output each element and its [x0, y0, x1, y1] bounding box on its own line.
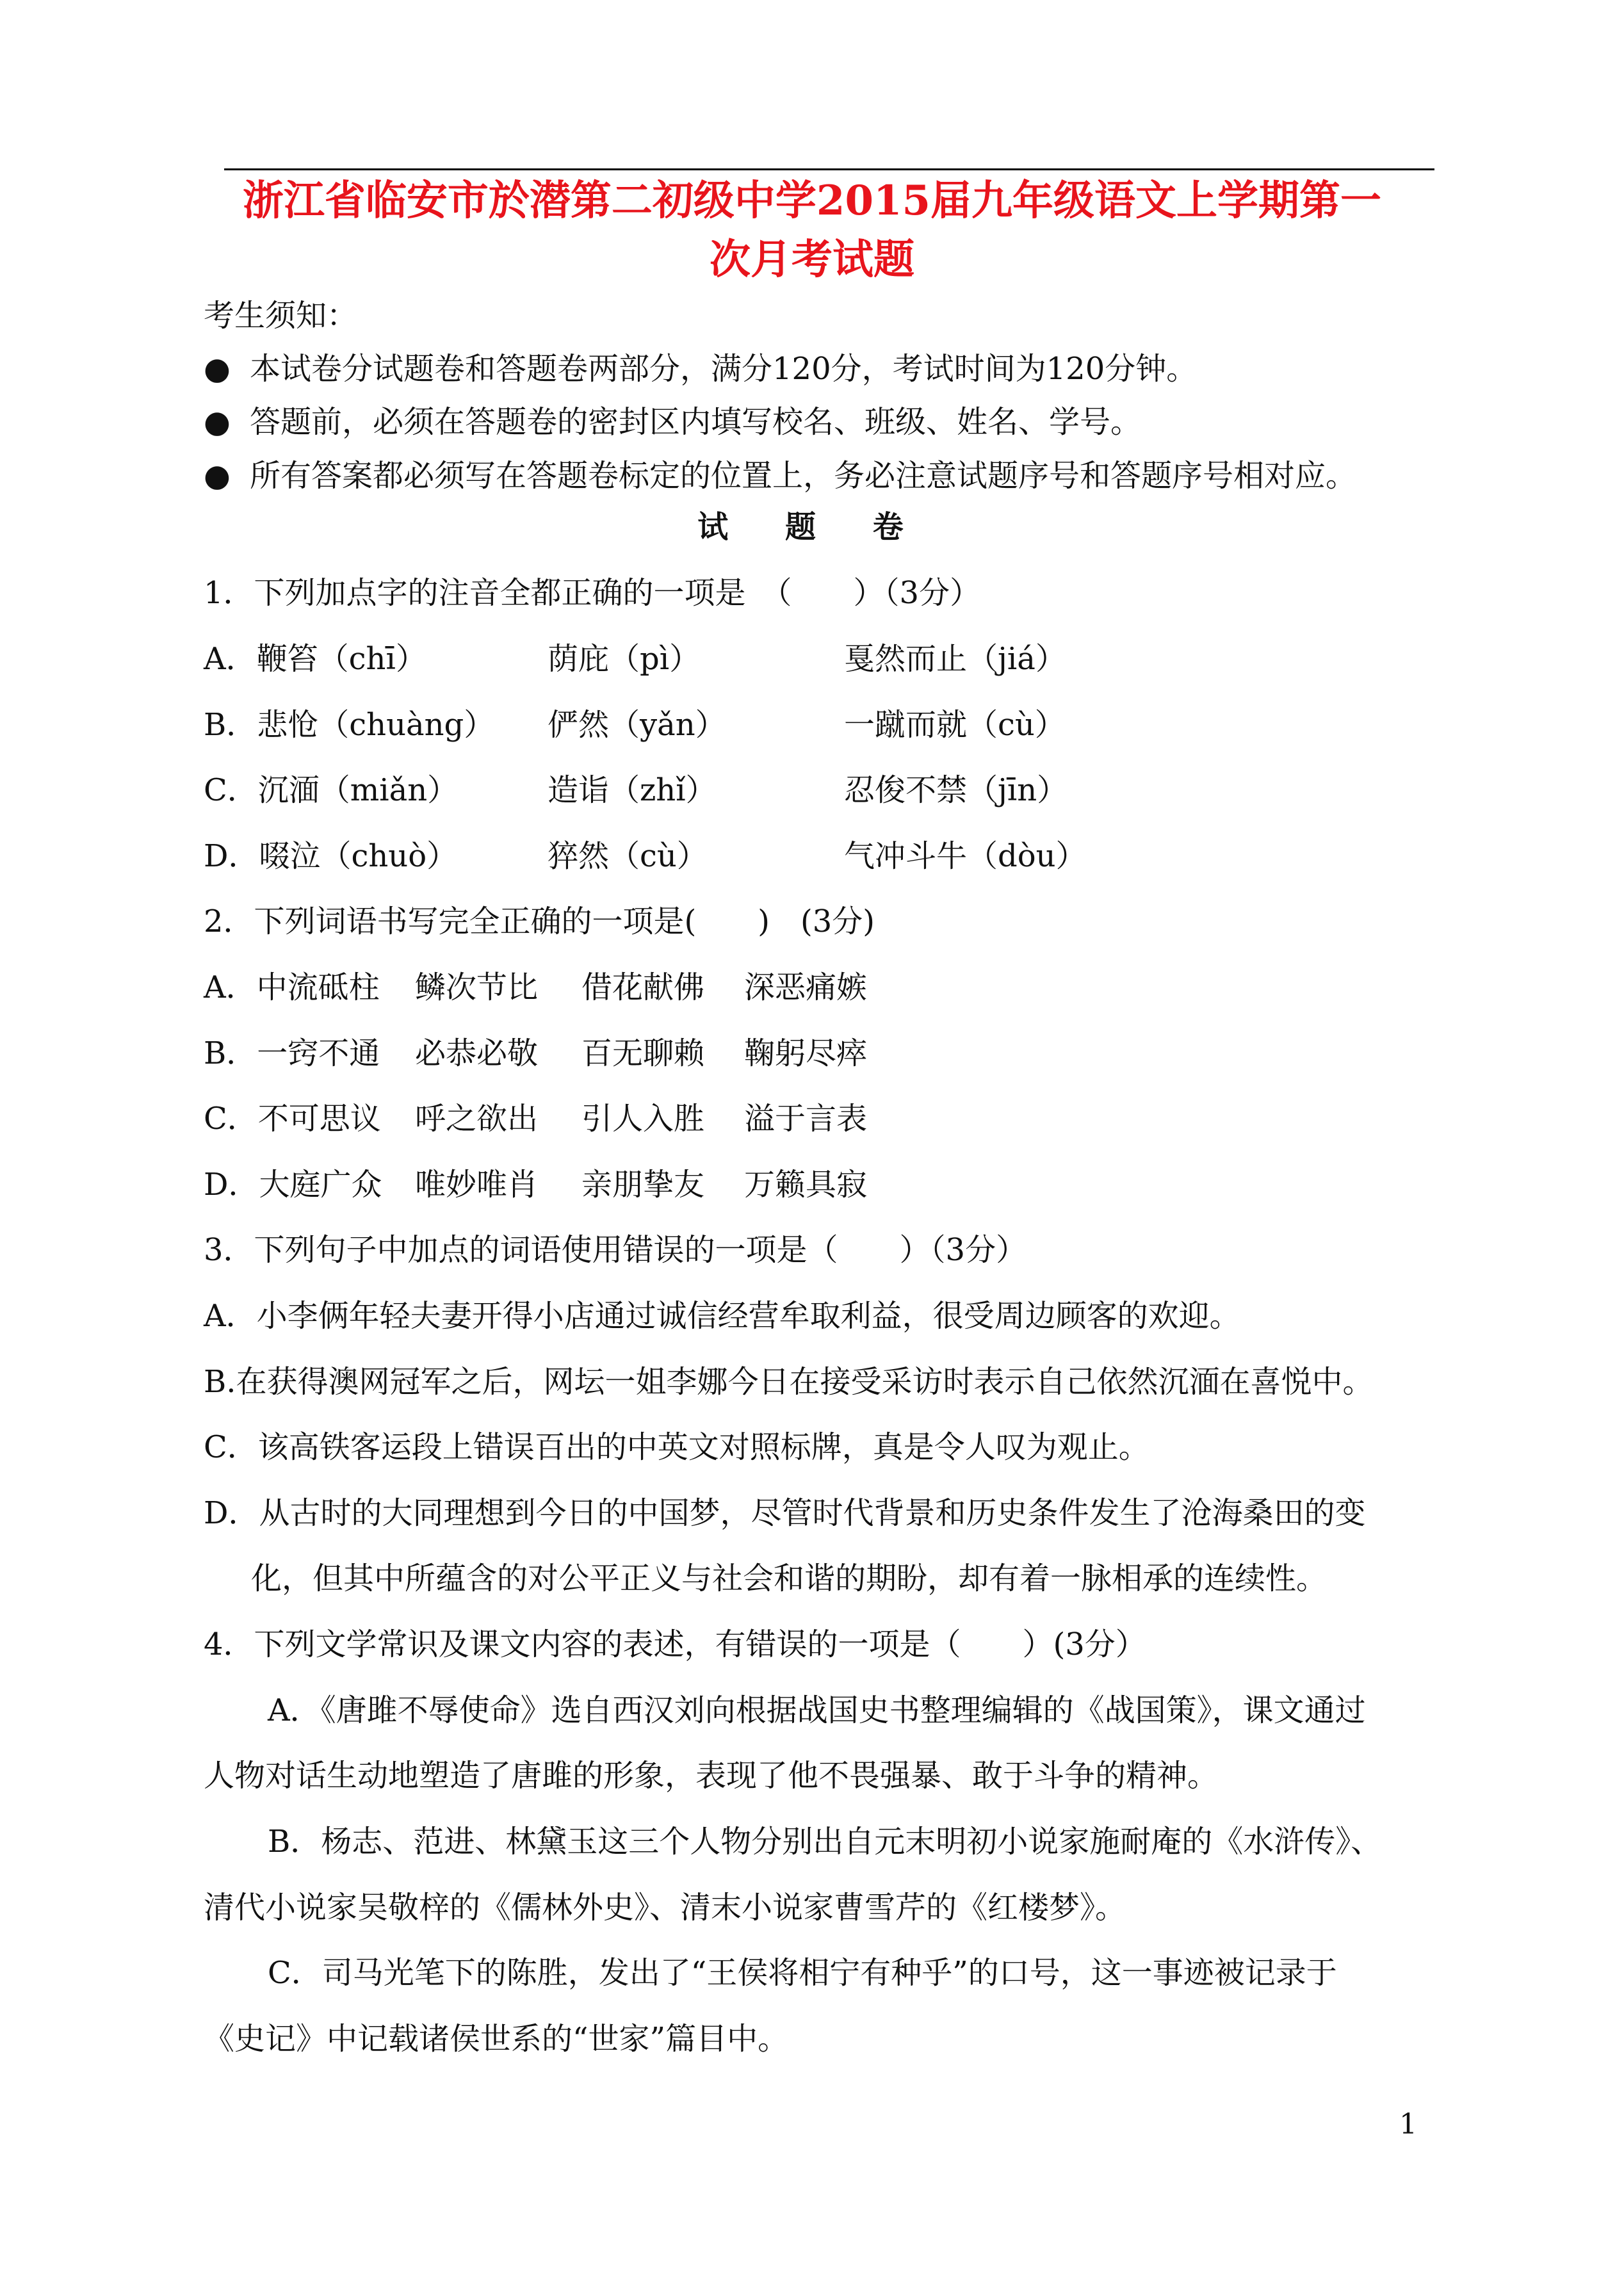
q2-option-a-3: 借花献佛: [581, 969, 705, 1005]
q1-option-b-1: B．悲怆（chuàng）: [204, 707, 495, 743]
q2-stem: 2．下列词语书写完全正确的一项是( ) (3分): [204, 904, 875, 939]
q2-option-c-3: 引人入胜: [581, 1101, 705, 1137]
q2-option-b-3: 百无聊赖: [581, 1035, 705, 1071]
q1-option-b-2: 俨然（yǎn）: [548, 707, 726, 743]
bullet-icon: ●: [204, 458, 231, 494]
bullet-icon: ●: [204, 351, 231, 387]
q4-option-a-line-1: A．《唐雎不辱使命》选自西汉刘向根据战国史书整理编辑的《战国策》，课文通过: [268, 1692, 1366, 1728]
q3-option-d-line-2: 化，但其中所蕴含的对公平正义与社会和谐的期盼，却有着一脉相承的连续性。: [251, 1561, 1328, 1596]
q1-stem: 1．下列加点字的注音全都正确的一项是 （ ）（3分）: [204, 575, 981, 611]
q4-option-a-line-2: 人物对话生动地塑造了唐雎的形象，表现了他不畏强暴、敢于斗争的精神。: [204, 1758, 1219, 1794]
q4-stem: 4．下列文学常识及课文内容的表述，有错误的一项是（ ）(3分）: [204, 1626, 1146, 1662]
exam-title-line-1: 浙江省临安市於潜第二初级中学2015届九年级语文上学期第一: [242, 177, 1382, 225]
q2-option-c-4: 溢于言表: [744, 1101, 868, 1137]
q4-option-c-line-2: 《史记》中记载诸侯世系的“世家”篇目中。: [204, 2021, 789, 2057]
q1-option-a-3: 戛然而止（jiá）: [844, 641, 1066, 677]
q2-option-c-1: C．不可思议: [204, 1101, 381, 1137]
q3-option-c: C．该高铁客运段上错误百出的中英文对照标牌，真是令人叹为观止。: [204, 1429, 1149, 1465]
section-title: 试 题 卷: [697, 509, 927, 545]
q2-option-d-3: 亲朋挚友: [581, 1167, 705, 1203]
q1-option-c-2: 造诣（zhǐ）: [548, 772, 717, 808]
q4-option-b-line-1: B．杨志、范进、林黛玉这三个人物分别出自元末明初小说家施耐庵的《水浒传》、: [268, 1824, 1382, 1860]
exam-title-line-2: 次月考试题: [710, 236, 914, 284]
q1-option-d-2: 猝然（cù）: [548, 838, 708, 874]
notice-item-1: ● 本试卷分试题卷和答题卷两部分，满分120分，考试时间为120分钟。: [204, 351, 1198, 387]
q1-option-d-3: 气冲斗牛（dòu）: [844, 838, 1087, 874]
q2-option-a-1: A．中流砥柱: [204, 969, 380, 1005]
notice-item-2: ● 答题前，必须在答题卷的密封区内填写校名、班级、姓名、学号。: [204, 404, 1142, 440]
q4-option-b-line-2: 清代小说家吴敬梓的《儒林外史》、清末小说家曹雪芹的《红楼梦》。: [204, 1890, 1126, 1926]
q3-option-d-line-1: D．从古时的大同理想到今日的中国梦，尽管时代背景和历史条件发生了沧海桑田的变: [204, 1495, 1366, 1531]
bullet-icon: ●: [204, 404, 231, 440]
q1-option-c-1: C．沉湎（miǎn）: [204, 772, 459, 808]
q3-stem: 3．下列句子中加点的词语使用错误的一项是（ ）（3分）: [204, 1232, 1027, 1268]
q2-option-d-4: 万籁具寂: [744, 1167, 868, 1203]
q2-option-a-2: 鳞次节比: [415, 969, 539, 1005]
q2-option-b-1: B．一窍不通: [204, 1035, 380, 1071]
q3-option-b: B.在获得澳网冠军之后，网坛一姐李娜今日在接受采访时表示自己依然沉湎在喜悦中。: [204, 1364, 1374, 1400]
q2-option-d-1: D．大庭广众: [204, 1167, 382, 1203]
q2-option-b-4: 鞠躬尽瘁: [744, 1035, 868, 1071]
notice-item-3: ● 所有答案都必须写在答题卷标定的位置上，务必注意试题序号和答题序号相对应。: [204, 458, 1357, 494]
q2-option-c-2: 呼之欲出: [415, 1101, 539, 1137]
q1-option-a-2: 荫庇（pì）: [548, 641, 701, 677]
q1-option-b-3: 一蹴而就（cù）: [844, 707, 1066, 743]
page-number: 1: [1399, 2108, 1417, 2141]
q1-option-a-1: A．鞭笞（chī）: [204, 641, 426, 677]
q1-option-c-3: 忍俊不禁（jīn）: [844, 772, 1068, 808]
q1-option-d-1: D．啜泣（chuò）: [204, 838, 458, 874]
q3-option-a: A．小李俩年轻夫妻开得小店通过诚信经营牟取利益，很受周边顾客的欢迎。: [204, 1298, 1240, 1334]
notice-heading: 考生须知：: [204, 298, 358, 334]
q2-option-a-4: 深恶痛嫉: [744, 969, 868, 1005]
q2-option-d-2: 唯妙唯肖: [415, 1167, 539, 1203]
q4-option-c-line-1: C．司马光笔下的陈胜，发出了“王侯将相宁有种乎”的口号，这一事迹被记录于: [268, 1955, 1337, 1991]
q2-option-b-2: 必恭必敬: [415, 1035, 539, 1071]
